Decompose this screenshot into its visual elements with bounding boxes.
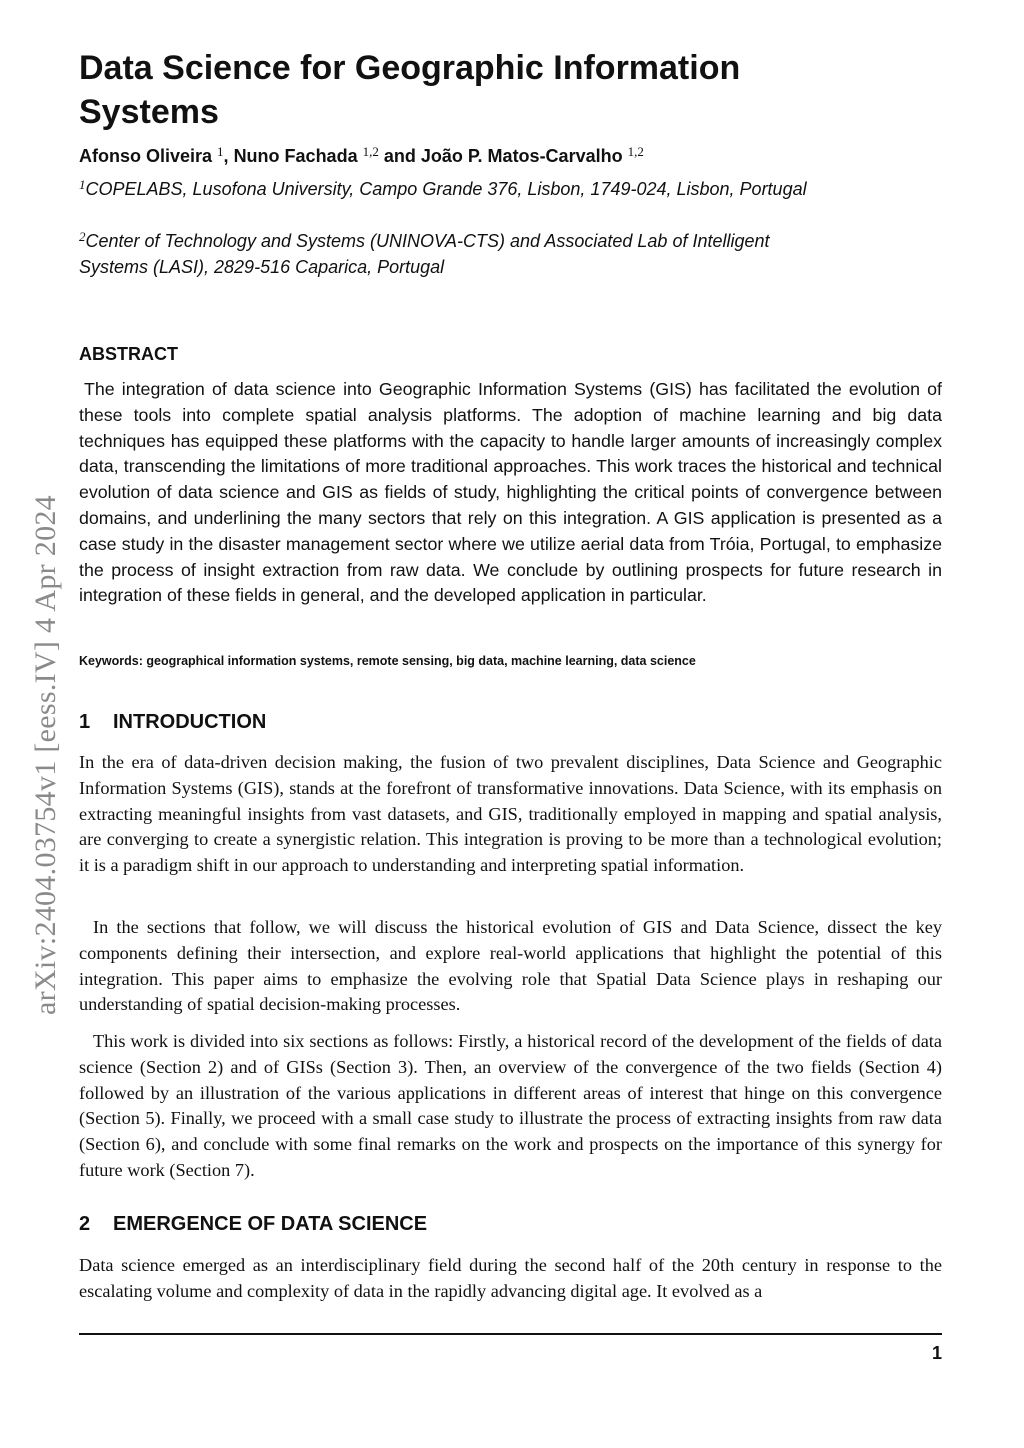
author-list [79, 143, 644, 169]
author-name: João P. Matos-Carvalho [420, 146, 623, 166]
abstract-text: The integration of data science into Geographic Information Systems (GIS) has facilitated the evolution of these tools into complete spatial analysis platforms. The adoption of machine learning and big data techniques has equipped these platforms with the capacity to handle larger amounts of increasingly complex data, transcending the limitations of more traditional approaches. This work traces the historical and technical evolution of data science and GIS as fields of study, highlighting the critical points of convergence between domains, and underlining the many sectors that rely on this integration. A GIS application is presented as a case study in the disaster management sector where we utilize aerial data from Tróia, Portugal, to emphasize the process of insight extraction from raw data. We conclude by outlining prospects for future research in integration of these fields in general, and the developed application in particular. [79, 379, 942, 606]
arxiv-identifier: arXiv:2404.03754v1 [eess.IV] 4 Apr 2024 [29, 495, 62, 1015]
intro-paragraph-2: In the sections that follow, we will discuss the historical evolution of GIS and Data Science, dissect the key components defining their intersection, and explore real-world applications that highlight the potential of this integration. This paper aims to emphasize the evolving role that Spatial Data Science plays in reshaping our understanding of spatial decision-making processes. [79, 917, 942, 1015]
author-name: Afonso Oliveira [79, 146, 213, 166]
author-separator: and [378, 146, 421, 166]
section-title: EMERGENCE OF DATA SCIENCE [113, 1213, 428, 1235]
footer-divider [79, 1333, 942, 1335]
section-heading-emergence-of-data-science [79, 1211, 427, 1237]
author-affiliation-marker: 1,2 [362, 144, 379, 159]
affiliation-1 [79, 176, 839, 202]
intro-paragraph-1: In the era of data-driven decision making, the fusion of two prevalent disciplines, Data Science and Geographic Information Systems (GIS), stands at the forefront of transformative innovations. Data Science, with its emphasis on extracting meaningful insights from vast datasets, and GIS, traditionally employed in mapping and spatial analysis, are converging to create a synergistic relation. This integration is proving to be more than a technological evolution; it is a paradigm shift in our approach to understanding and interpreting spatial information. [79, 752, 942, 876]
section-2-paragraph-1: Data science emerged as an interdisciplinary field during the second half of the 20th century in response to the escalating volume and complexity of data in the rapidly advancing digital age. It evolved as a [79, 1255, 942, 1301]
author-affiliation-marker: 1 [217, 144, 224, 159]
page-number: 1 [931, 1343, 942, 1363]
affiliation-marker: 2 [79, 229, 86, 244]
affiliation-marker: 1 [79, 177, 86, 192]
affiliation-text: COPELABS, Lusofona University, Campo Grande 376, Lisbon, 1749-024, Lisbon, Portugal [85, 179, 807, 199]
affiliation-2 [79, 228, 839, 280]
author-affiliation-marker: 1,2 [627, 144, 644, 159]
section-title: INTRODUCTION [113, 711, 267, 733]
section-number: 2 [79, 1213, 91, 1235]
section-heading-introduction [79, 709, 266, 735]
abstract-heading: ABSTRACT [79, 344, 178, 364]
section-number: 1 [79, 711, 91, 733]
intro-paragraph-3: This work is divided into six sections as follows: Firstly, a historical record of the development of the fields of data science (Section 2) and of GISs (Section 3). Then, an overview of the convergence of the two fields (Section 4) followed by an illustration of the various applications in different areas of interest that hinge on this convergence (Section 5). Finally, we proceed with a small case study to illustrate the process of extracting insights from raw data (Section 6), and conclude with some final remarks on the work and prospects on the importance of this synergy for future work (Section 7). [79, 1031, 942, 1180]
author-separator: , [223, 146, 234, 166]
paper-title: Data Science for Geographic Information Systems [79, 49, 741, 131]
affiliation-text: Center of Technology and Systems (UNINOVA-CTS) and Associated Lab of Intelligent Systems (LASI), 2829-516 Caparica, Portugal [79, 231, 770, 277]
author-name: Nuno Fachada [233, 146, 358, 166]
keywords: Keywords: geographical information systems, remote sensing, big data, machine learning, data science [79, 654, 696, 668]
